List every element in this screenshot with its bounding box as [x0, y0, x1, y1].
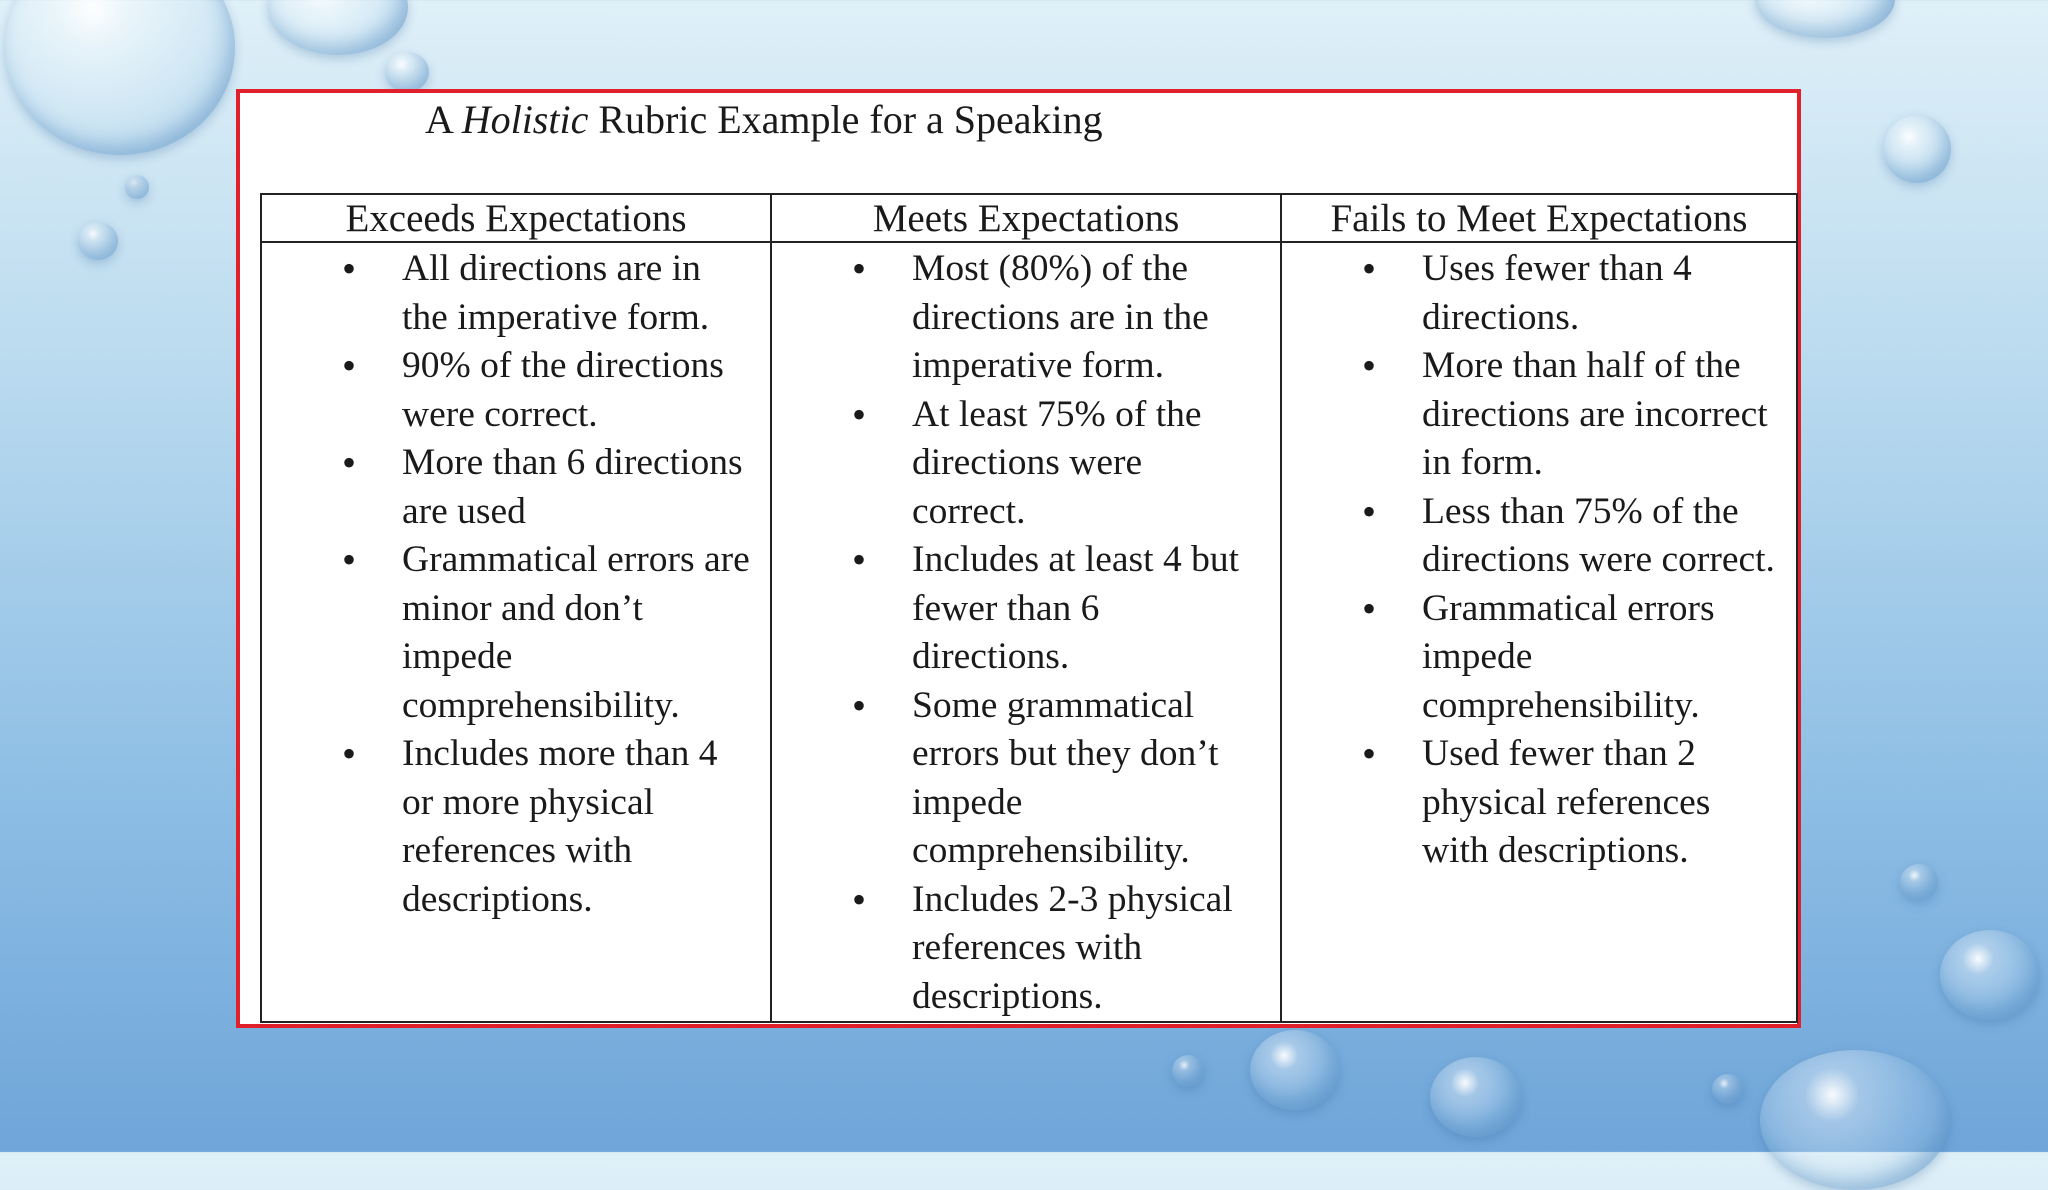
bubble-decoration: [1940, 930, 2040, 1020]
bubble-decoration: [5, 0, 235, 155]
slide-title: [425, 96, 1103, 143]
header-fails-to-meet-expectations: Fails to Meet Expectations: [1281, 194, 1797, 242]
title-prefix: A: [425, 97, 452, 142]
bubble-decoration: [1250, 1030, 1340, 1110]
rubric-table: [260, 193, 1798, 1023]
bubble-decoration: [1755, 0, 1895, 38]
bubble-decoration: [125, 175, 149, 199]
list-item: • At least 75% of the directions were correct.: [772, 391, 1280, 537]
meets-expectations-cell: [771, 242, 1281, 1022]
list-item: • Less than 75% of the directions were correct.: [1282, 488, 1796, 585]
bubble-decoration: [1760, 1050, 1950, 1190]
bubble-decoration: [1172, 1055, 1204, 1087]
list-item: • More than 6 directions are used: [262, 439, 770, 536]
list-item: • Includes 2-3 physical references with descriptions.: [772, 876, 1280, 1022]
exceeds-expectations-cell: [261, 242, 771, 1022]
list-item: • Uses fewer than 4 directions.: [1282, 245, 1796, 342]
header-exceeds-expectations: Exceeds Expectations: [261, 194, 771, 242]
list-item: • Some grammatical errors but they don’t impede comprehensibility.: [772, 682, 1280, 876]
fails-expectations-cell: [1281, 242, 1797, 1022]
bubble-decoration: [1712, 1074, 1744, 1104]
list-item: • Includes at least 4 but fewer than 6 directions.: [772, 536, 1280, 682]
header-meets-expectations: Meets Expectations: [771, 194, 1281, 242]
bubble-decoration: [1883, 115, 1951, 183]
list-item: • More than half of the directions are incorrect in form.: [1282, 342, 1796, 488]
header-row: [261, 194, 1797, 242]
bubble-decoration: [78, 222, 118, 260]
criteria-row: [261, 242, 1797, 1022]
list-item: • All directions are in the imperative form.: [262, 245, 770, 342]
bubble-decoration: [1430, 1057, 1522, 1137]
list-item: • Grammatical errors are minor and don’t impede comprehensibility.: [262, 536, 770, 730]
meets-criteria-list: [772, 245, 1280, 1021]
title-suffix: Rubric Example for a Speaking: [598, 97, 1103, 142]
bubble-decoration: [385, 52, 429, 92]
list-item: • 90% of the directions were correct.: [262, 342, 770, 439]
list-item: • Includes more than 4 or more physical references with descriptions.: [262, 730, 770, 924]
list-item: • Most (80%) of the directions are in the imperative form.: [772, 245, 1280, 391]
bubble-decoration: [1900, 864, 1938, 900]
title-italic-word: Holistic: [461, 97, 589, 142]
list-item: • Grammatical errors impede comprehensibility.: [1282, 585, 1796, 731]
exceeds-criteria-list: [262, 245, 770, 924]
rubric-slide-frame: [236, 89, 1801, 1028]
bubble-decoration: [268, 0, 408, 55]
fails-criteria-list: [1282, 245, 1796, 876]
list-item: • Used fewer than 2 physical references with descriptions.: [1282, 730, 1796, 876]
